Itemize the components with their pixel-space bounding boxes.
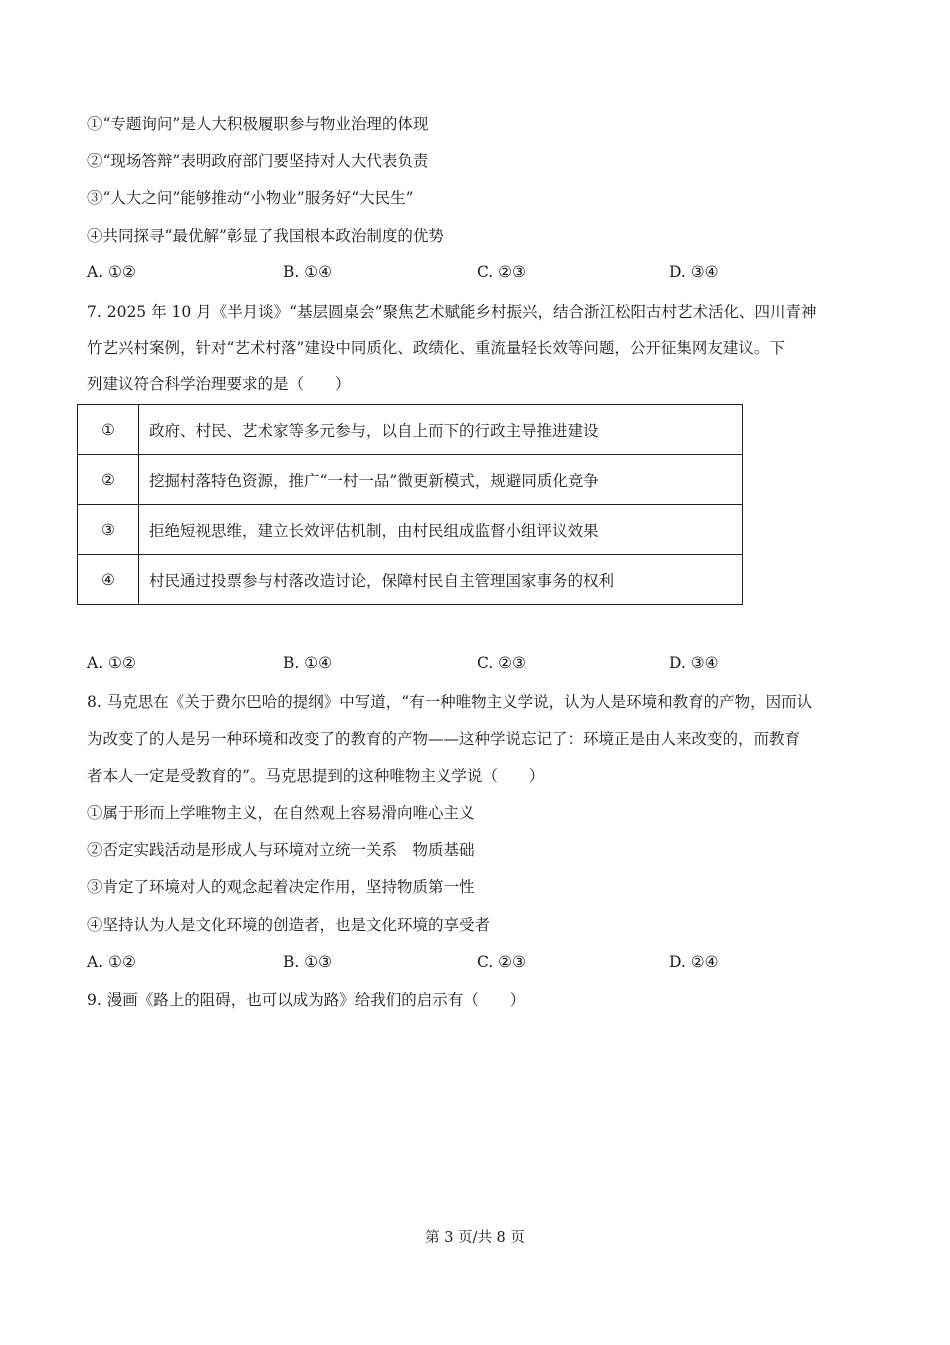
q8-option-a: A. ①② <box>87 953 136 971</box>
q8-option-d: D. ②④ <box>669 953 719 971</box>
table-cell-text: 挖掘村落特色资源，推广“一村一品”微更新模式，规避同质化竞争 <box>139 455 743 505</box>
q7-options-table <box>77 404 743 605</box>
table-cell-num: ② <box>78 455 139 505</box>
table-row <box>78 405 743 455</box>
q6-item-3: ③“人大之问”能够推动“小物业”服务好“大民生” <box>87 189 414 207</box>
q7-stem-line-3: 列建议符合科学治理要求的是（ ） <box>87 375 351 393</box>
q7-option-b: B. ①④ <box>283 654 333 672</box>
q8-stem-line-3: 者本人一定是受教育的”。马克思提到的这种唯物主义学说（ ） <box>87 767 545 785</box>
q8-item-1: ①属于形而上学唯物主义，在自然观上容易滑向唯心主义 <box>87 804 475 822</box>
q7-stem-line-1: 7. 2025 年 10 月《半月谈》“基层圆桌会”聚焦艺术赋能乡村振兴，结合浙江松阳古村艺术活化、四川青神 <box>87 303 817 321</box>
q9-stem: 9. 漫画《路上的阻碍，也可以成为路》给我们的启示有（ ） <box>87 991 526 1009</box>
page-number-footer: 第 3 页/共 8 页 <box>425 1230 525 1246</box>
q7-stem-line-2: 竹艺兴村案例，针对“艺术村落”建设中同质化、政绩化、重流量轻长效等问题，公开征集网友建议。下 <box>87 339 785 357</box>
table-row <box>78 455 743 505</box>
q7-options <box>87 654 887 674</box>
table-row <box>78 505 743 555</box>
q7-option-c: C. ②③ <box>477 654 526 672</box>
q8-item-4: ④坚持认为人是文化环境的创造者，也是文化环境的享受者 <box>87 916 491 934</box>
q8-option-c: C. ②③ <box>477 953 526 971</box>
q8-stem-line-1: 8. 马克思在《关于费尔巴哈的提纲》中写道，“有一种唯物主义学说，认为人是环境和教育的产物，因而认 <box>87 693 813 711</box>
q6-option-c: C. ②③ <box>477 263 526 281</box>
table-cell-num: ③ <box>78 505 139 555</box>
table-cell-num: ① <box>78 405 139 455</box>
q7-option-d: D. ③④ <box>669 654 719 672</box>
table-row <box>78 555 743 605</box>
q6-item-2: ②“现场答辩”表明政府部门要坚持对人大代表负责 <box>87 152 429 170</box>
q8-options <box>87 953 887 973</box>
table-cell-num: ④ <box>78 555 139 605</box>
q8-item-3: ③肯定了环境对人的观念起着决定作用，坚持物质第一性 <box>87 878 475 896</box>
table-cell-text: 拒绝短视思维，建立长效评估机制，由村民组成监督小组评议效果 <box>139 505 743 555</box>
table-cell-text: 村民通过投票参与村落改造讨论，保障村民自主管理国家事务的权利 <box>139 555 743 605</box>
q6-item-1: ①“专题询问”是人大积极履职参与物业治理的体现 <box>87 115 429 133</box>
q8-stem-line-2: 为改变了的人是另一种环境和改变了的教育的产物——这种学说忘记了：环境正是由人来改变的，而教育 <box>87 730 801 748</box>
q8-item-2: ②否定实践活动是形成人与环境对立统一关系 物质基础 <box>87 841 475 859</box>
table-cell-text: 政府、村民、艺术家等多元参与，以自上而下的行政主导推进建设 <box>139 405 743 455</box>
q6-option-a: A. ①② <box>87 263 136 281</box>
q6-option-b: B. ①④ <box>283 263 333 281</box>
q6-options <box>87 263 887 283</box>
q8-option-b: B. ①③ <box>283 953 333 971</box>
q6-option-d: D. ③④ <box>669 263 719 281</box>
q7-option-a: A. ①② <box>87 654 136 672</box>
q6-item-4: ④共同探寻“最优解”彰显了我国根本政治制度的优势 <box>87 227 444 245</box>
